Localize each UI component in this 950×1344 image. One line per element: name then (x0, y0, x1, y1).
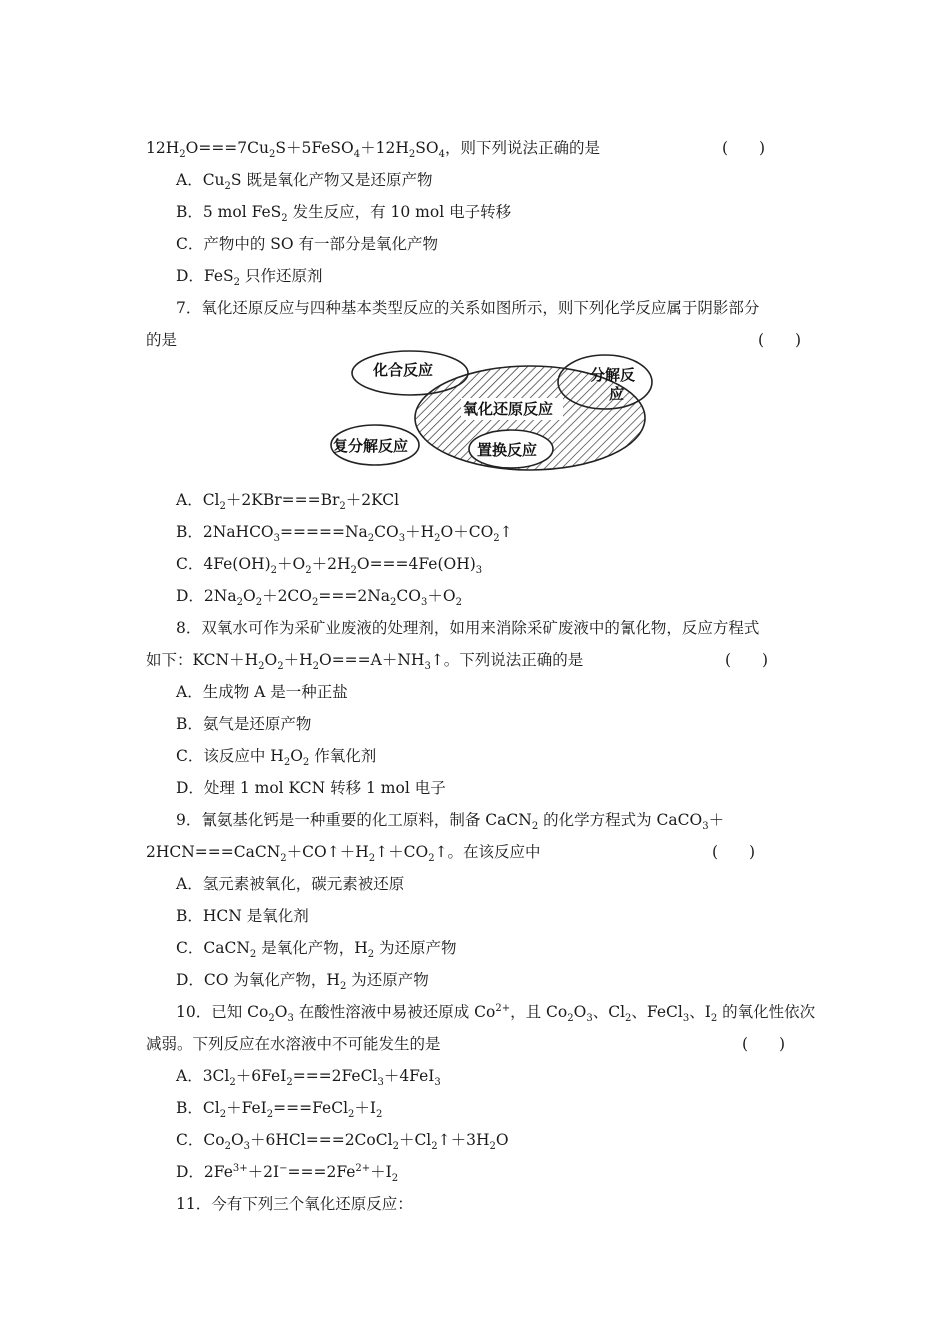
q8-option-d: D．处理 1 mol KCN 转移 1 mol 电子 (176, 779, 446, 797)
q7-answer-paren: ( ) (758, 331, 802, 349)
decomposition-label-line1: 分解反 (590, 366, 636, 384)
q7-option-c: C．$4Fe(OH)_2+O_2+2H_2O===4Fe(OH)_3$ (176, 555, 483, 577)
q6-stem-tail: $12H_2O===7Cu_2S+5FeSO_4+12H_2SO_4$，则下列说法正确的是 (146, 139, 600, 161)
q10-stem-line1: 10．已知 $Co_2O_3$ 在酸性溶液中易被还原成 $Co^{2+}$，且 $Co_2O_3$、$Cl_2$、FeCl$_3$、$I_2$ 的氧化性依次 (176, 1002, 816, 1025)
metathesis-label: 复分解反应 (333, 437, 409, 455)
q8-answer-paren: ( ) (725, 651, 769, 669)
q8-stem-line1: 8．双氧水可作为采矿业废液的处理剂，如用来消除采矿废液中的氰化物，反应方程式 (176, 619, 760, 637)
q10-answer-paren: ( ) (742, 1035, 786, 1053)
q8-option-b: B．氨气是还原产物 (176, 715, 312, 733)
q11-stem-line1: 11．今有下列三个氧化还原反应： (176, 1195, 413, 1213)
q9-answer-paren: ( ) (712, 843, 756, 861)
q9-option-b: B．HCN 是氧化剂 (176, 907, 309, 925)
displacement-label: 置换反应 (477, 441, 538, 459)
q6-option-b: B．5 mol FeS$_2$ 发生反应，有 10 mol 电子转移 (176, 203, 512, 225)
q9-stem-line1: 9．氰氨基化钙是一种重要的化工原料，制备 CaCN$_2$ 的化学方程式为 CaCO$_3$＋ (176, 811, 725, 833)
q9-stem-line2: $2HCN===CaCN_2+CO↑+H_2↑+CO_2↑$。在该反应中 (146, 843, 541, 865)
q6-option-d: D．FeS$_2$ 只作还原剂 (176, 267, 323, 289)
q7-option-d: D．$2Na_2O_2+2CO_2===2Na_2CO_3+O_2$ (176, 587, 462, 609)
q9-option-a: A．氢元素被氧化，碳元素被还原 (176, 875, 405, 893)
q7-option-a: A．$Cl_2+2KBr===Br_2+2KCl$ (176, 491, 400, 513)
q6-option-c: C．产物中的 SO 有一部分是氧化产物 (176, 235, 439, 253)
q10-stem-line2: 减弱。下列反应在水溶液中不可能发生的是 (146, 1035, 441, 1053)
q7-stem-line2: 的是 (146, 331, 178, 349)
q8-stem-line2: 如下：$KCN+H_2O_2+H_2O===A+NH_3↑$。下列说法正确的是 (146, 651, 584, 673)
q8-option-a: A．生成物 A 是一种正盐 (176, 683, 348, 701)
q6-option-a: A．$Cu_2S$ 既是氧化产物又是还原产物 (176, 171, 433, 193)
decomposition-label-line2: 应 (609, 385, 625, 403)
q6-answer-paren: ( ) (722, 139, 766, 157)
q9-option-d: D．CO 为氧化产物，$H_2$ 为还原产物 (176, 971, 429, 993)
q7-stem-line1: 7．氧化还原反应与四种基本类型反应的关系如图所示，则下列化学反应属于阴影部分 (176, 299, 760, 317)
reaction-type-venn-diagram (325, 348, 660, 473)
q7-option-b: B．$2NaHCO_3=====Na_2CO_3+H_2O+CO_2↑$ (176, 523, 513, 545)
combination-label: 化合反应 (373, 361, 434, 379)
redox-label: 氧化还原反应 (463, 400, 554, 418)
q10-option-c: C．$Co_2O_3+6HCl===2CoCl_2+Cl_2↑+3H_2O$ (176, 1131, 509, 1153)
q9-option-c: C．CaCN$_2$ 是氧化产物，$H_2$ 为还原产物 (176, 939, 457, 961)
q10-option-a: A．$3Cl_2+6FeI_2===2FeCl_3+4FeI_3$ (176, 1067, 441, 1089)
q8-option-c: C．该反应中 $H_2O_2$ 作氧化剂 (176, 747, 377, 769)
q10-option-b: B．$Cl_2+FeI_2===FeCl_2+I_2$ (176, 1099, 383, 1121)
q10-option-d: D．$2Fe^{3+}+2I^-===2Fe^{2+}+I_2$ (176, 1162, 399, 1185)
